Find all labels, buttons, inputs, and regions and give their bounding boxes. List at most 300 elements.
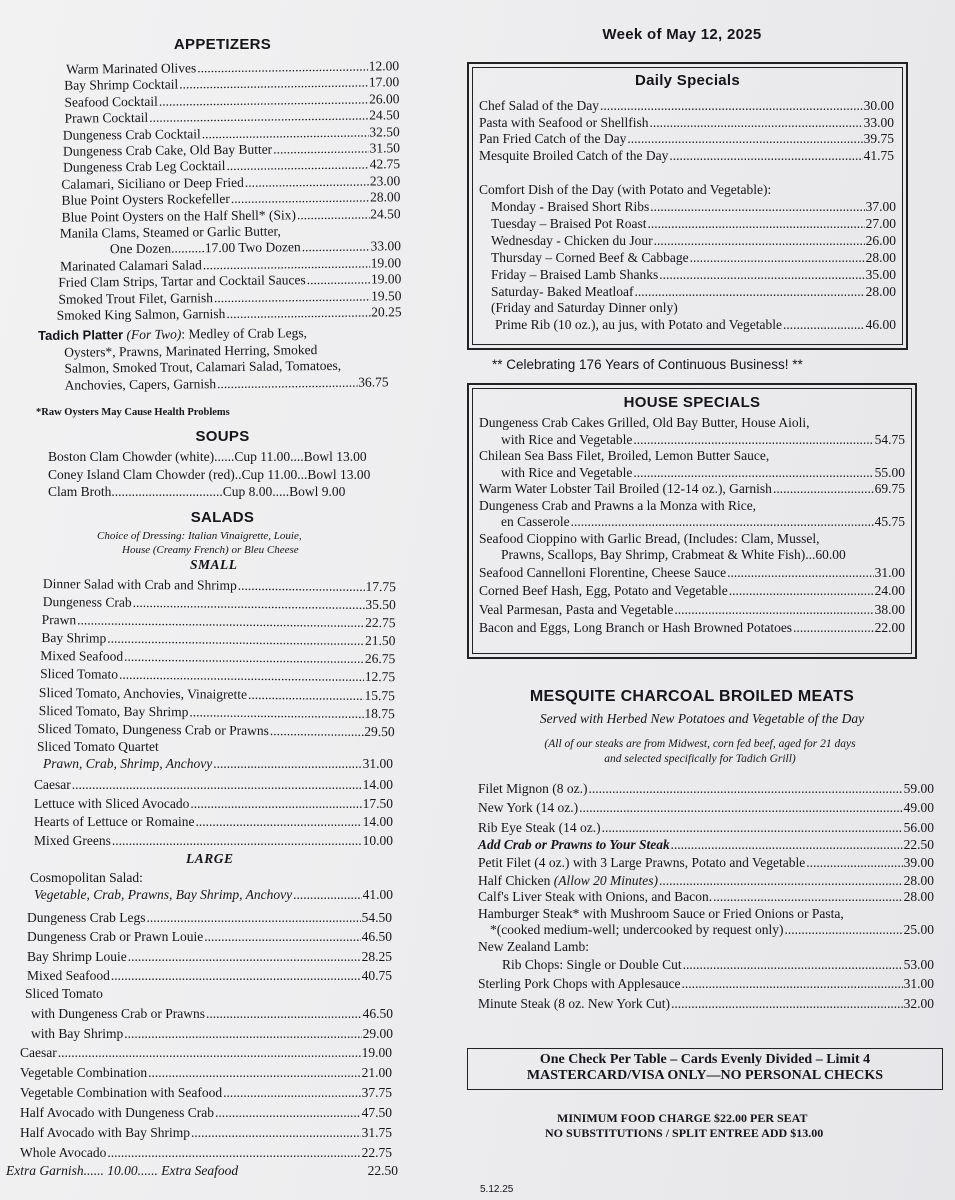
platter-for-two: (For Two) — [126, 326, 182, 343]
leader-dots — [223, 1083, 361, 1103]
comfort-title: Comfort Dish of the Day (with Potato and Vegetable): — [479, 182, 772, 197]
menu-item-price: 31.00 — [874, 564, 905, 580]
small-salads-list-2 — [34, 776, 393, 850]
menu-item-name: Smoked King Salmon, Garnish — [56, 306, 226, 323]
meat-item — [478, 818, 934, 837]
right-column — [462, 0, 955, 1200]
appetizers-title: APPETIZERS — [173, 36, 272, 53]
comfort-item — [491, 232, 896, 249]
cioppino-2: Prawns, Scallops, Bay Shrimp, Crabmeat & White Fish) — [501, 547, 806, 562]
meats-items-3 — [478, 955, 934, 1013]
menu-item-name: Prawn — [41, 612, 77, 628]
leader-dots — [119, 666, 364, 686]
min-charge: MINIMUM FOOD CHARGE $22.00 PER SEAT — [557, 1111, 808, 1125]
menu-item-price: 40.75 — [361, 967, 392, 983]
large-salad-item — [31, 1004, 393, 1024]
menu-item-price: 47.50 — [361, 1105, 392, 1120]
meats-items-2 — [478, 853, 934, 872]
menu-item-price: 31.50 — [369, 140, 400, 156]
dressing-line-1: Choice of Dressing: Italian Vinaigrette, Louie, — [97, 530, 302, 542]
calf-row — [478, 889, 934, 906]
menu-item-name: Dungeness Crab Leg Cocktail — [63, 158, 226, 176]
large-salad-item — [20, 1043, 392, 1063]
meats-items — [478, 779, 934, 837]
celebrating-banner: ** Celebrating 176 Years of Continuous Business! ** — [492, 357, 803, 372]
menu-item-name: Friday – Braised Lamb Shanks — [491, 267, 659, 282]
menu-item-text: Boston Clam Chowder (white)......Cup 11.00....Bowl 13.00 — [48, 449, 367, 464]
lobster: Warm Water Lobster Tail Broiled (12-14 oz.), Garnish — [479, 481, 772, 496]
leader-dots — [111, 966, 361, 985]
small-salad-item — [35, 720, 395, 741]
comfort-list — [491, 198, 896, 300]
small-salad-item — [34, 813, 393, 832]
menu-item-name: Mixed Seafood — [40, 648, 124, 665]
leader-dots — [148, 1063, 361, 1083]
menu-item-name: Chef Salad of the Day — [479, 98, 599, 113]
menu-item-price: 20.25 — [371, 304, 402, 320]
menu-item-price: 53.00 — [903, 957, 934, 973]
leader-dots — [204, 927, 360, 946]
leader-dots — [273, 141, 369, 158]
large-salad-item — [20, 1143, 392, 1163]
meat-item — [478, 955, 934, 974]
meat-item — [478, 994, 934, 1013]
menu-item-name: Smoked Trout Filet, Garnish — [58, 289, 214, 307]
comfort-item — [491, 215, 896, 232]
leader-dots — [238, 577, 365, 596]
menu-item-price: 56.00 — [903, 819, 934, 835]
meat-item — [478, 974, 934, 993]
small-salad-item — [34, 776, 393, 795]
daily-special-item — [479, 98, 894, 115]
daily-special-item — [479, 115, 894, 132]
large-salads-list-3 — [20, 1043, 392, 1163]
soup-item — [48, 483, 428, 501]
menu-item-name: Mixed Seafood — [27, 967, 110, 983]
menu-item-name: Sliced Tomato, Bay Shrimp — [38, 702, 189, 719]
quartet-sub: Prawn, Crab, Shrimp, Anchovy — [43, 755, 213, 771]
menu-item-name: Caesar — [34, 777, 71, 792]
menu-item-price: 18.75 — [364, 705, 395, 721]
menu-item-price: 35.00 — [865, 267, 896, 282]
menu-item-price: 46.50 — [362, 1006, 393, 1021]
menu-item-price: 37.00 — [865, 199, 896, 214]
menu-item-name: Dungeness Crab Cake, Old Bay Butter — [62, 141, 273, 159]
check-policy-box — [467, 1048, 943, 1090]
leader-dots — [627, 131, 862, 148]
leader-dots — [270, 722, 363, 741]
large-salad-item — [27, 947, 392, 966]
comfort-item — [491, 266, 896, 283]
menu-item-price: 23.00 — [369, 173, 401, 189]
soups-title: SOUPS — [195, 428, 250, 445]
small-salads-list — [35, 575, 396, 741]
quartet — [37, 739, 393, 772]
leader-dots — [806, 853, 902, 872]
small-title: SMALL — [190, 557, 238, 572]
quartet-price: 31.00 — [362, 755, 393, 771]
hamburger-2: *(cooked medium-well; undercooked by request only) — [490, 922, 784, 938]
leader-dots — [634, 283, 864, 300]
menu-item-name: Sliced Tomato, Anchovies, Vinaigrette — [38, 684, 248, 702]
leader-dots — [248, 685, 364, 704]
leader-dots — [179, 75, 368, 93]
leader-dots — [571, 514, 874, 531]
large-title: LARGE — [186, 851, 234, 866]
menu-item-price: 28.00 — [865, 284, 896, 299]
half-chicken-note: (Allow 20 Minutes) — [553, 872, 658, 888]
seabass-1: Chilean Sea Bass Filet, Broiled, Lemon Butter Sauce, — [479, 448, 770, 463]
platter-price: 36.75 — [358, 373, 389, 390]
menu-item-name: Thursday – Corned Beef & Cabbage — [491, 250, 689, 265]
leader-dots — [648, 215, 865, 232]
large-salads-list — [27, 908, 392, 985]
menu-item-price: 26.00 — [865, 233, 896, 248]
quartet-name: Sliced Tomato Quartet — [37, 739, 159, 754]
leader-dots — [195, 813, 361, 832]
menu-item-name: One Dozen..........17.00 Two Dozen — [109, 239, 301, 257]
hamburger-row — [478, 922, 934, 939]
menu-item-price: 46.50 — [361, 929, 392, 945]
large-salads-list-2 — [31, 1004, 393, 1043]
leader-dots — [727, 564, 874, 583]
meats-note-2: and selected specifically for Tadich Grill) — [604, 753, 796, 765]
menu-item-price: 12.75 — [364, 669, 396, 685]
menu-item-name: with Bay Shrimp — [31, 1025, 124, 1041]
menu-item-name: Bay Shrimp — [41, 630, 107, 646]
prime-name: Prime Rib (10 oz.), au jus, with Potato and Vegetable — [495, 317, 782, 332]
leader-dots — [214, 288, 370, 306]
soups-list — [48, 448, 428, 501]
leader-dots — [215, 1103, 361, 1123]
menu-item-name: Mixed Greens — [34, 832, 111, 848]
menu-item-price: 41.75 — [863, 148, 894, 164]
comfort-item — [491, 283, 896, 300]
hamburger-price: 25.00 — [903, 922, 934, 938]
menu-item-name: Warm Marinated Olives — [65, 60, 197, 77]
menu-item-price: 19.00 — [361, 1045, 392, 1060]
menu-item-name: Half Avocado with Dungeness Crab — [20, 1105, 214, 1120]
leader-dots — [231, 190, 369, 208]
menu-item-price: 35.50 — [365, 596, 396, 613]
house-special-item — [479, 601, 905, 620]
menu-item-name: Bay Shrimp Cocktail — [64, 76, 179, 94]
menu-item-name: Pasta with Seafood or Shellfish — [479, 114, 649, 130]
leader-dots — [674, 601, 873, 620]
menu-item-price: 10.00 — [362, 832, 393, 848]
menu-item-name: Vegetable Combination with Seafood — [20, 1085, 223, 1100]
meats-list — [478, 779, 934, 1013]
leader-dots — [203, 255, 370, 273]
calf: Calf's Liver Steak with Onions, and Bacon. — [478, 889, 713, 905]
monza-1: Dungeness Crab and Prawns a la Monza with Rice, — [479, 497, 757, 513]
seabass-2: with Rice and Vegetable — [501, 464, 633, 480]
menu-item-name: Dinner Salad with Crab and Shrimp — [42, 576, 237, 593]
prime-price: 46.00 — [865, 317, 896, 332]
menu-item-price: 24.00 — [874, 583, 905, 598]
menu-item-price: 22.75 — [365, 615, 396, 631]
menu-item-price: 21.50 — [364, 633, 396, 649]
hamburger-1: Hamburger Steak* with Mushroom Sauce or Fried Onions or Pasta, — [478, 905, 844, 921]
leader-dots — [128, 947, 361, 966]
menu-item-name: Minute Steak (8 oz. New York Cut) — [478, 995, 670, 1011]
add-crab: Add Crab or Prawns to Your Steak — [478, 836, 670, 852]
leader-dots — [669, 148, 862, 165]
leader-dots — [671, 994, 903, 1013]
large-salad-item — [20, 1063, 392, 1083]
cosmo-price: 41.00 — [362, 886, 393, 902]
leader-dots — [245, 173, 369, 191]
leader-dots — [649, 115, 862, 132]
menu-item-name: Blue Point Oysters Rockefeller — [61, 191, 230, 208]
meat-item — [478, 853, 934, 872]
monza-price: 45.75 — [874, 514, 905, 529]
large-salad-item — [20, 1083, 392, 1103]
leader-dots — [124, 1024, 361, 1044]
menu-item-price: 19.00 — [370, 271, 402, 287]
menu-item-price: 19.50 — [371, 287, 402, 304]
half-chicken: Half Chicken — [478, 872, 551, 888]
leader-dots — [307, 272, 370, 289]
menu-item-name: with Dungeness Crab or Prawns — [31, 1006, 205, 1021]
menu-item-price: 26.00 — [368, 91, 400, 107]
menu-item-name: Blue Point Oysters on the Half Shell* (Six) — [61, 206, 297, 225]
leader-dots — [293, 887, 362, 904]
menu-item-price: 30.00 — [863, 98, 894, 113]
leader-dots — [682, 974, 903, 993]
menu-item-price: 19.00 — [370, 255, 402, 271]
leader-dots — [659, 873, 903, 890]
leader-dots — [190, 795, 361, 814]
menu-item-name: Sterling Pork Chops with Applesauce — [478, 976, 681, 992]
date-code: 5.12.25 — [480, 1184, 514, 1195]
calf-price: 28.00 — [903, 889, 934, 905]
menu-item-name: Whole Avocado — [20, 1145, 107, 1160]
menu-item-price: 33.00 — [863, 114, 894, 130]
leader-dots — [654, 232, 865, 249]
menu-item-name: Seafood Cocktail — [64, 93, 158, 110]
leader-dots — [683, 955, 903, 974]
add-crab-row — [478, 837, 934, 854]
lobster-price: 69.75 — [874, 481, 905, 496]
extra-line — [6, 1163, 398, 1180]
cosmo-name: Cosmopolitan Salad: — [30, 870, 143, 885]
menu-item-price: 17.50 — [362, 795, 393, 811]
meats-subtitle: Served with Herbed New Potatoes and Vegetable of the Day — [539, 711, 865, 726]
house-special-item — [479, 564, 905, 583]
leader-dots — [58, 1043, 361, 1063]
large-salad-item — [31, 1024, 393, 1044]
house-specials-list — [479, 415, 911, 638]
leader-dots — [107, 1143, 360, 1163]
leader-dots: ... — [805, 547, 816, 562]
menu-item-price: 39.75 — [863, 131, 894, 147]
salads-title: SALADS — [190, 509, 255, 526]
menu-item-price: 59.00 — [903, 781, 934, 796]
menu-item-price: 38.00 — [874, 601, 905, 617]
tadich-platter — [38, 324, 389, 394]
extra-price: 22.50 — [367, 1163, 398, 1178]
large-salad-item — [20, 1123, 392, 1143]
leader-dots — [650, 198, 864, 215]
crab-cakes-1: Dungeness Crab Cakes Grilled, Old Bay Butter, House Aioli, — [479, 415, 810, 430]
comfort-item — [491, 249, 896, 266]
no-substitutions: NO SUBSTITUTIONS / SPLIT ENTREE ADD $13.00 — [545, 1126, 824, 1140]
menu-item-price: 14.00 — [362, 814, 393, 829]
small-salad-item — [34, 795, 393, 814]
menu-item-name: Saturday- Baked Meatloaf — [491, 284, 634, 299]
soup-item — [48, 448, 428, 466]
leader-dots — [226, 157, 368, 175]
large-salad-item — [27, 927, 392, 946]
menu-item-name: Calamari, Siciliano or Deep Fried — [61, 174, 244, 192]
left-column — [0, 0, 460, 1200]
menu-item-name: Fried Clam Strips, Tartar and Cocktail Sauces — [58, 272, 306, 291]
menu-item-name: Mesquite Broiled Catch of the Day — [479, 148, 669, 164]
menu-item-name: Dungeness Crab — [42, 594, 132, 610]
prime-rib-row — [495, 317, 896, 334]
meat-item — [478, 779, 934, 798]
leader-dots — [197, 59, 368, 77]
week-label: Week of May 12, 2025 — [602, 26, 762, 43]
menu-item-name: Vegetable Combination — [20, 1065, 148, 1080]
leader-dots — [124, 648, 364, 668]
leader-dots — [226, 305, 370, 323]
appetizer-item — [39, 304, 402, 324]
leader-dots — [107, 630, 364, 650]
crab-cakes-price: 54.75 — [874, 431, 905, 447]
leader-dots — [191, 1123, 361, 1143]
seabass-price: 55.00 — [874, 464, 905, 480]
daily-specials-list — [479, 98, 894, 165]
menu-item-name: Petit Filet (4 oz.) with 3 Large Prawns, Potato and Vegetable — [478, 855, 806, 871]
menu-item-name: Veal Parmesan, Pasta and Vegetable — [479, 601, 674, 617]
comfort-item — [491, 198, 896, 215]
large-salad-item — [27, 966, 392, 985]
menu-item-name: New York (14 oz.) — [478, 800, 579, 816]
menu-item-price: 37.75 — [361, 1085, 392, 1100]
cioppino-1: Seafood Cioppino with Garlic Bread, (Includes: Clam, Mussel, — [479, 530, 820, 546]
platter-desc-1: : Medley of Crab Legs, — [181, 325, 308, 342]
menu-item-name: Sliced Tomato, Dungeness Crab or Prawns — [37, 720, 270, 738]
leader-dots — [579, 798, 903, 817]
menu-item-name: Pan Fried Catch of the Day — [479, 131, 627, 147]
large-salad-item — [20, 1103, 392, 1123]
check-line-1: One Check Per Table – Cards Evenly Divided – Limit 4 — [539, 1052, 871, 1067]
menu-item-price: 33.00 — [370, 238, 402, 254]
menu-item-price: 31.00 — [903, 976, 934, 992]
menu-item-name: Wednesday - Chicken du Jour — [491, 233, 653, 248]
leader-dots — [783, 317, 865, 334]
cioppino-price: 60.00 — [815, 547, 846, 562]
menu-item-price: 17.00 — [368, 74, 400, 90]
platter-desc-2: Oysters*, Prawns, Marinated Herring, Smoked — [64, 341, 318, 360]
leader-dots — [713, 889, 902, 906]
menu-item-price: 28.00 — [369, 189, 401, 205]
menu-item-name: Seafood Cannelloni Florentine, Cheese Sauce — [479, 564, 727, 580]
menu-item-price: 27.00 — [865, 216, 896, 231]
leader-dots — [213, 756, 361, 773]
menu-item-price: 28.00 — [865, 250, 896, 265]
menu-item-name: Dungeness Crab Cocktail — [62, 125, 201, 143]
meats-note-1: (All of our steaks are from Midwest, corn fed beef, aged for 21 days — [544, 738, 856, 750]
leader-dots — [773, 481, 874, 498]
menu-item-name: Bay Shrimp Louie — [27, 948, 127, 964]
menu-item-name: Corned Beef Hash, Egg, Potato and Vegetable — [479, 583, 728, 598]
leader-dots — [202, 124, 369, 142]
daily-specials-title: Daily Specials — [634, 72, 741, 89]
menu-item-price: 29.50 — [364, 723, 395, 739]
leader-dots — [793, 619, 874, 638]
menu-item-price: 12.00 — [368, 58, 400, 74]
menu-item-name: Monday - Braised Short Ribs — [491, 199, 650, 214]
prime-note: (Friday and Saturday Dinner only) — [491, 300, 678, 315]
menu-item-name: Prawn Cocktail — [64, 110, 149, 126]
leader-dots — [206, 1004, 362, 1024]
house-special-item — [479, 582, 905, 601]
menu-item-price: 54.50 — [361, 910, 392, 925]
menu-item-name: Rib Chops: Single or Double Cut — [502, 957, 682, 973]
menu-item-name: Lettuce with Sliced Avocado — [34, 795, 190, 811]
house-specials-list-2 — [479, 564, 911, 638]
soup-item — [48, 466, 428, 484]
menu-item-name: Sliced Tomato — [40, 666, 119, 683]
leader-dots — [671, 837, 903, 854]
menu-item-price: 42.75 — [369, 156, 401, 172]
leader-dots — [589, 779, 903, 798]
leader-dots — [133, 594, 365, 614]
half-chicken-row — [478, 873, 934, 890]
leader-dots — [659, 266, 864, 283]
menu-item-text: Coney Island Clam Chowder (red)..Cup 11.00...Bowl 13.00 — [48, 466, 371, 482]
menu-item-price: 22.00 — [874, 620, 905, 635]
house-specials-box — [467, 383, 917, 659]
menu-item-price: 14.00 — [362, 777, 393, 792]
leader-dots — [690, 249, 865, 266]
cosmopolitan — [30, 870, 393, 903]
meat-item — [478, 798, 934, 817]
house-special-item — [479, 619, 905, 638]
menu-item-price: 28.25 — [361, 948, 392, 964]
menu-item-price: 31.75 — [361, 1125, 392, 1140]
menu-item-price: 24.50 — [370, 205, 401, 222]
menu-item-price: 49.00 — [903, 800, 934, 816]
menu-item-name: Tuesday – Braised Pot Roast — [491, 216, 647, 231]
leader-dots — [302, 239, 370, 256]
leader-dots — [146, 908, 360, 927]
dressing-line-2: House (Creamy French) or Bleu Cheese — [122, 544, 299, 556]
leader-dots — [602, 818, 903, 837]
menu-item-price: 32.50 — [369, 123, 400, 140]
extra-text: Extra Garnish...... 10.00...... Extra Seafood — [6, 1163, 239, 1178]
menu-item-price: 17.75 — [365, 578, 396, 595]
cosmo-sub: Vegetable, Crab, Prawns, Bay Shrimp, Anchovy — [34, 886, 293, 902]
half-chicken-price: 28.00 — [903, 872, 934, 888]
leader-dots — [729, 582, 874, 601]
menu-item-text: Clam Broth.................................Cup 8.00.....Bowl 9.00 — [48, 484, 346, 499]
menu-item-price: 24.50 — [369, 107, 400, 123]
menu-item-price: 26.75 — [364, 651, 396, 667]
menu-item-name: Caesar — [20, 1045, 57, 1060]
menu-item-price: 39.00 — [903, 855, 934, 871]
leader-dots — [72, 776, 362, 795]
monza-2: en Casserole — [501, 514, 570, 529]
menu-item-price: 22.75 — [361, 1145, 392, 1160]
lamb-title: New Zealand Lamb: — [478, 938, 589, 954]
leader-dots — [633, 465, 873, 482]
menu-item-name: Hearts of Lettuce or Romaine — [34, 814, 195, 829]
menu-item-name: Dungeness Crab Legs — [27, 910, 146, 925]
